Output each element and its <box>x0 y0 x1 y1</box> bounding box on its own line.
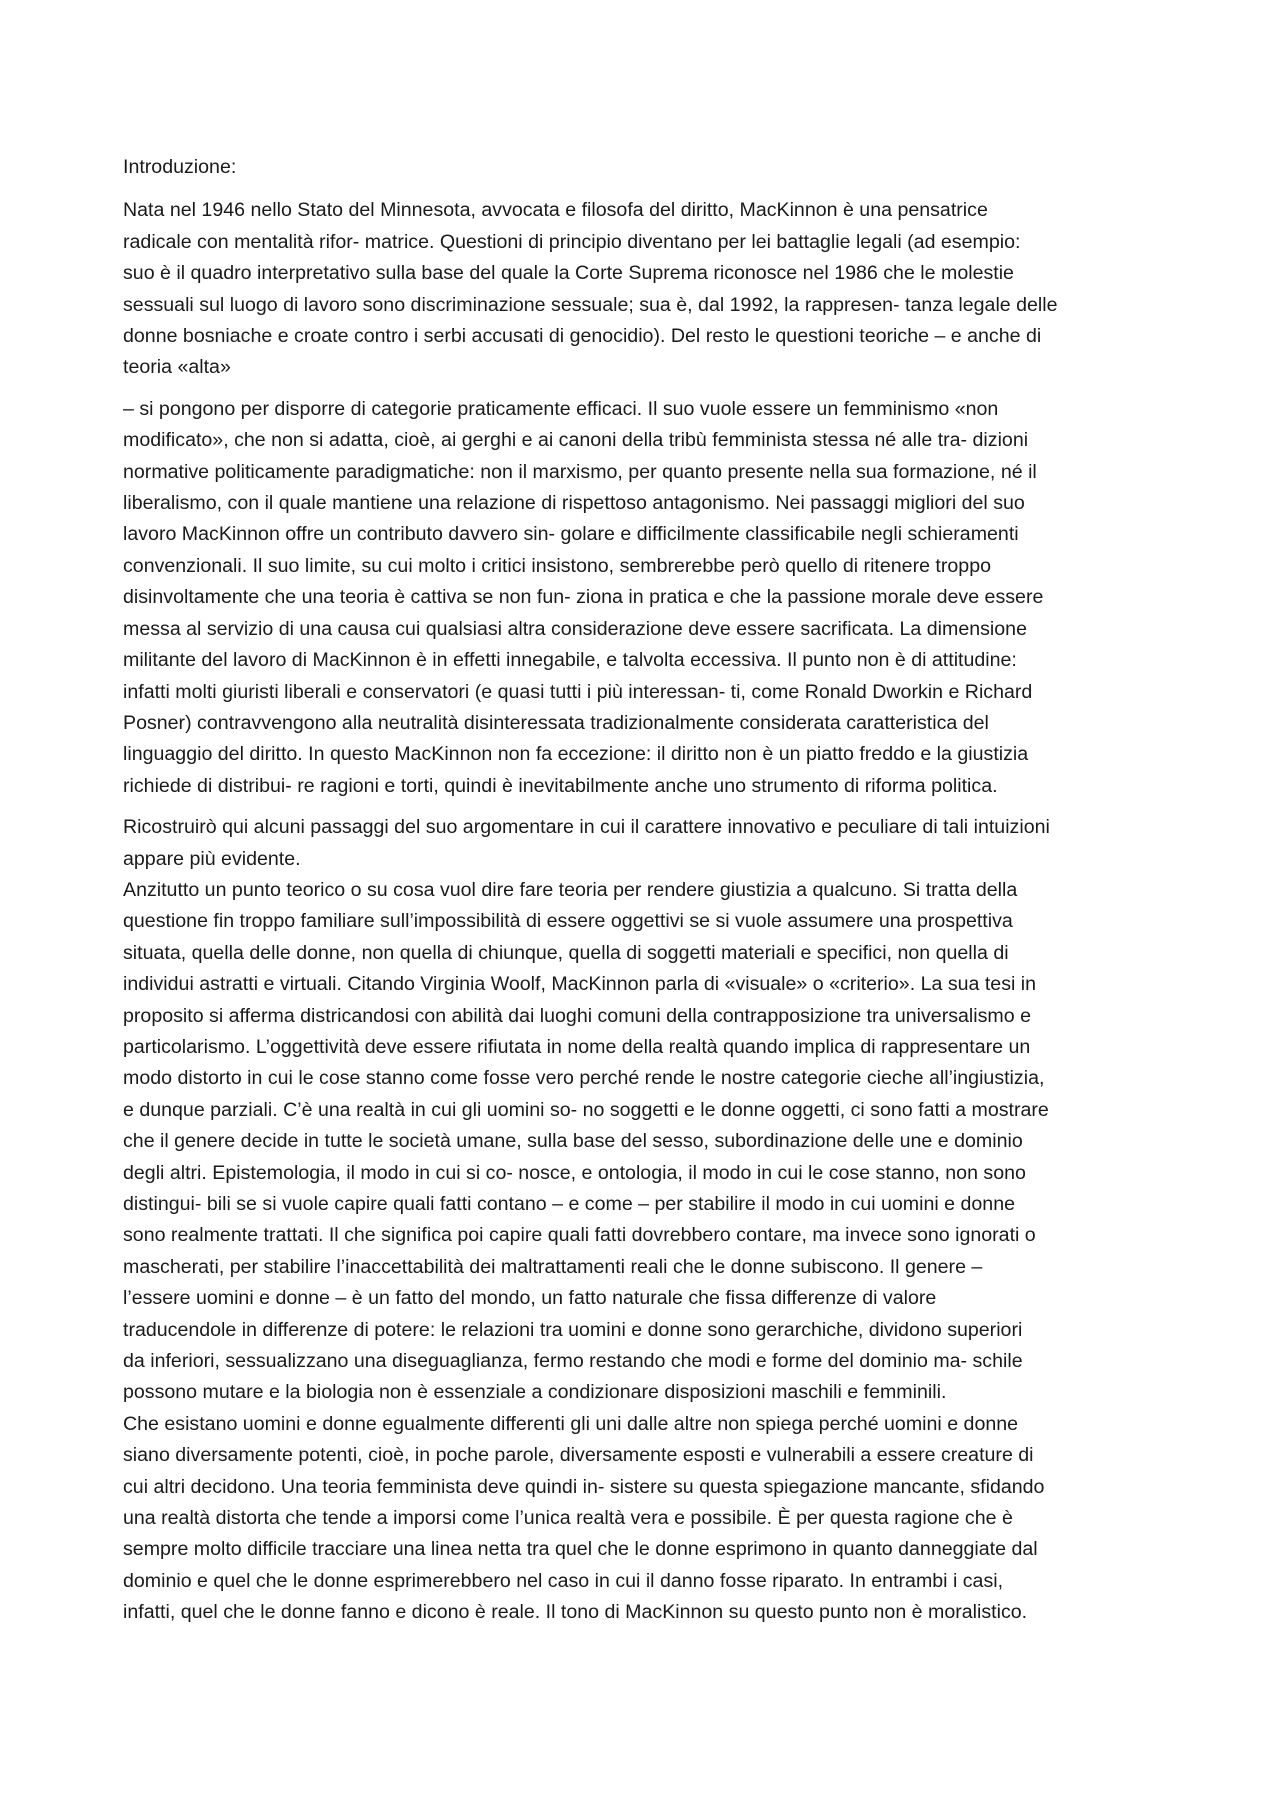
text-line: possono mutare e la biologia non è essenziale a condizionare disposizioni maschili e femminili. <box>123 1381 947 1404</box>
text-line: messa al servizio di una causa cui qualsiasi altra considerazione deve essere sacrificata. La dimensione <box>123 617 1027 640</box>
text-line: da inferiori, sessualizzano una diseguaglianza, fermo restando che modi e forme del dominio ma- schile <box>123 1350 1023 1373</box>
text-line: degli altri. Epistemologia, il modo in cui si co- nosce, e ontologia, il modo in cui le cose stanno, non sono <box>123 1161 1026 1184</box>
text-line: liberalismo, con il quale mantiene una relazione di rispettoso antagonismo. Nei passaggi migliori del suo <box>123 492 1025 515</box>
text-line: – si pongono per disporre di categorie praticamente efficaci. Il suo vuole essere un femminismo «non <box>123 397 999 420</box>
text-line: Posner) contravvengono alla neutralità disinteressata tradizionalmente considerata caratteristica del <box>123 711 989 734</box>
text-line: e dunque parziali. C’è una realtà in cui gli uomini so- no soggetti e le donne oggetti, ci sono fatti a mostrare <box>123 1098 1049 1121</box>
text-line: sempre molto difficile tracciare una linea netta tra quel che le donne esprimono in quanto danneggiate dal <box>123 1538 1038 1561</box>
text-line: radicale con mentalità rifor- matrice. Questioni di principio diventano per lei battaglie legali (ad esempio: <box>123 230 1021 253</box>
document-page <box>123 152 1163 1629</box>
text-line: Nata nel 1946 nello Stato del Minnesota, avvocata e filosofa del diritto, MacKinnon è una pensatrice <box>123 199 988 222</box>
text-line: lavoro MacKinnon offre un contributo davvero sin- golare e difficilmente classificabile negli schieramenti <box>123 523 1019 546</box>
text-line: dominio e quel che le donne esprimerebbero nel caso in cui il danno fosse riparato. In entrambi i casi, <box>123 1569 1004 1592</box>
text-line: siano diversamente potenti, cioè, in poche parole, diversamente esposti e vulnerabili a essere creature di <box>123 1444 1034 1467</box>
text-line: questione fin troppo familiare sull’impossibilità di essere oggettivi se si vuole assumere una prospettiva <box>123 910 1013 933</box>
text-line: Ricostruirò qui alcuni passaggi del suo argomentare in cui il carattere innovativo e peculiare di tali intuizioni <box>123 816 1050 839</box>
text-line: distingui- bili se si vuole capire quali fatti contano – e come – per stabilire il modo in cui uomini e donne <box>123 1193 1016 1215</box>
text-line: linguaggio del diritto. In questo MacKinnon non fa eccezione: il diritto non è un piatto freddo e la giustizia <box>123 743 1029 766</box>
text-line: particolarismo. L’oggettività deve essere rifiutata in nome della realtà quando implica di rappresentare un <box>123 1035 1031 1058</box>
text-line: cui altri decidono. Una teoria femminista deve quindi in- sistere su questa spiegazione mancante, sfidando <box>123 1475 1045 1498</box>
text-line: una realtà distorta che tende a imporsi come l’unica realtà vera e possibile. È per questa ragione che è <box>123 1507 1013 1530</box>
text-line: appare più evidente. <box>123 847 301 870</box>
text-line: mascherati, per stabilire l’inaccettabilità dei maltrattamenti reali che le donne subiscono. Il genere – <box>123 1255 983 1278</box>
text-line: situata, quella delle donne, non quella di chiunque, quella di soggetti materiali e specifici, non quella di <box>123 941 1009 964</box>
text-line: che il genere decide in tutte le società umane, sulla base del sesso, subordinazione delle une e dominio <box>123 1130 1023 1153</box>
text-line: sono realmente trattati. Il che significa poi capire quali fatti dovrebbero contare, ma invece sono ignorati o <box>123 1224 1036 1247</box>
paragraph <box>123 394 1163 802</box>
text-line: traducendole in differenze di potere: le relazioni tra uomini e donne sono gerarchiche, dividono superiori <box>123 1318 1023 1341</box>
text-line: convenzionali. Il suo limite, su cui molto i critici insistono, sembrerebbe però quello di ritenere troppo <box>123 554 991 577</box>
text-line: normative politicamente paradigmatiche: non il marxismo, per quanto presente nella sua formazione, né il <box>123 460 1037 483</box>
text-line: richiede di distribui- re ragioni e torti, quindi è inevitabilmente anche uno strumento di riforma politica. <box>123 774 998 797</box>
text-line: teoria «alta» <box>123 356 231 379</box>
text-line: modo distorto in cui le cose stanno come fosse vero perché rende le nostre categorie cieche all’ingiustizia, <box>123 1067 1045 1090</box>
paragraph <box>123 812 1163 1629</box>
text-line: proposito si afferma districandosi con abilità dai luoghi comuni della contrapposizione tra universalismo e <box>123 1004 1031 1027</box>
text-line: sessuali sul luogo di lavoro sono discriminazione sessuale; sua è, dal 1992, la rappresen- tanza legale delle <box>123 293 1058 316</box>
text-line: donne bosniache e croate contro i serbi accusati di genocidio). Del resto le questioni teoriche – e anche di <box>123 325 1042 348</box>
document-body <box>123 195 1163 1628</box>
text-line: l’essere uomini e donne – è un fatto del mondo, un fatto naturale che fissa differenze di valore <box>123 1287 937 1310</box>
text-line: Che esistano uomini e donne egualmente differenti gli uni dalle altre non spiega perché uomini e donne <box>123 1412 1019 1435</box>
document-heading: Introduzione: <box>123 156 237 178</box>
text-line: suo è il quadro interpretativo sulla base del quale la Corte Suprema riconosce nel 1986 che le molestie <box>123 262 1014 285</box>
text-line: disinvoltamente che una teoria è cattiva se non fun- ziona in pratica e che la passione morale deve essere <box>123 586 1044 609</box>
paragraph <box>123 195 1163 383</box>
text-line: militante del lavoro di MacKinnon è in effetti innegabile, e talvolta eccessiva. Il punto non è di attitudine: <box>123 649 1017 672</box>
text-line: infatti molti giuristi liberali e conservatori (e quasi tutti i più interessan- ti, come Ronald Dworkin e Richard <box>123 680 1033 703</box>
text-line: Anzitutto un punto teorico o su cosa vuol dire fare teoria per rendere giustizia a qualcuno. Si tratta della <box>123 878 1018 901</box>
text-line: modificato», che non si adatta, cioè, ai gerghi e ai canoni della tribù femminista stessa né alle tra- dizioni <box>123 429 1029 452</box>
text-line: individui astratti e virtuali. Citando Virginia Woolf, MacKinnon parla di «visuale» o «criterio». La sua tesi in <box>123 973 1037 996</box>
text-line: infatti, quel che le donne fanno e dicono è reale. Il tono di MacKinnon su questo punto non è moralistico. <box>123 1601 1028 1624</box>
